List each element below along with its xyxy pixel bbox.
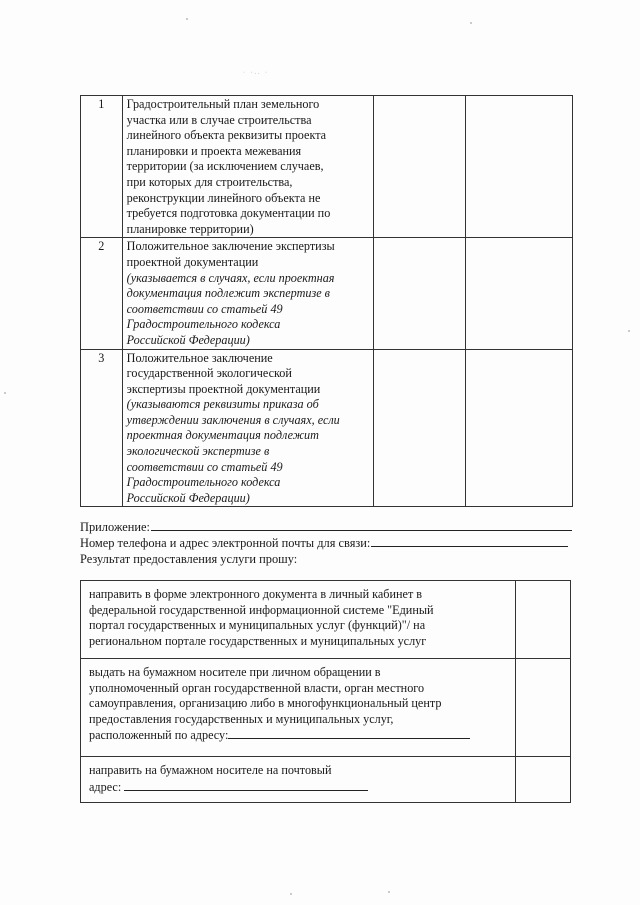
table-row	[81, 659, 571, 757]
document-details-cell[interactable]	[373, 96, 466, 238]
result-option-text: направить в форме электронного документа в личный кабинет в федеральной государственной информационной системе "Единый портал государственных и муниципальных услуг (функций)"/ на региональном портале государственных и муниципальных услуг	[81, 581, 516, 659]
attachment-line	[80, 519, 572, 535]
result-options-table	[80, 580, 571, 803]
table-row	[81, 757, 571, 803]
document-name: Положительное заключение государственной экологической экспертизы проектной документации (указываются реквизиты приказа об утверждении заключения в случаях, если проектная документация подлежит экологической экспертизе в соответствии со статьей 49 Градостроительного кодекса Российской Федерации)	[122, 349, 373, 507]
result-label: Результат предоставления услуги прошу:	[80, 552, 298, 566]
address-field[interactable]	[228, 727, 470, 739]
table-row	[81, 238, 573, 349]
document-name: Градостроительный план земельного участка или в случае строительства линейного объекта реквизиты проекта планировки и проекта межевания территории (за исключением случаев, при которых для строительства, реконструкции линейного объекта не требуется подготовка документации по планировке территории)	[122, 96, 373, 238]
row-number: 3	[81, 349, 123, 507]
contact-line	[80, 535, 572, 551]
document-date-cell[interactable]	[466, 349, 573, 507]
result-option-checkbox[interactable]	[516, 659, 571, 757]
document-details-cell[interactable]	[373, 349, 466, 507]
result-option-text: выдать на бумажном носителе при личном обращении в уполномоченный орган государственной власти, орган местного самоуправления, организацию либо в многофункциональный центр предоставления государственных и муниципальных услуг, расположенный по адресу:	[81, 659, 516, 757]
table-row	[81, 349, 573, 507]
result-option-text: направить на бумажном носителе на почтовый адрес:	[81, 757, 516, 803]
row-number: 1	[81, 96, 123, 238]
form-fields	[80, 519, 572, 567]
contact-label: Номер телефона и адрес электронной почты для связи:	[80, 536, 371, 550]
table-row	[81, 96, 573, 238]
scan-speck	[186, 18, 188, 20]
scan-speck	[388, 891, 390, 893]
contact-field[interactable]	[371, 535, 568, 547]
scan-speck	[628, 330, 630, 332]
table-row	[81, 581, 571, 659]
attachment-label: Приложение:	[80, 520, 150, 534]
scan-speck	[290, 893, 292, 895]
scan-speck	[4, 392, 6, 394]
documents-table	[80, 95, 573, 507]
postal-address-field[interactable]	[124, 779, 368, 791]
result-option-checkbox[interactable]	[516, 581, 571, 659]
scan-speck	[470, 22, 472, 24]
document-name: Положительное заключение экспертизы проектной документации (указывается в случаях, если проектная документация подлежит экспертизе в соответствии со статьей 49 Градостроительного кодекса Российской Федерации)	[122, 238, 373, 349]
document-date-cell[interactable]	[466, 96, 573, 238]
scan-artifact: · ·.. ·	[243, 70, 269, 76]
document-date-cell[interactable]	[466, 238, 573, 349]
attachment-field[interactable]	[151, 519, 572, 531]
result-option-checkbox[interactable]	[516, 757, 571, 803]
document-details-cell[interactable]	[373, 238, 466, 349]
row-number: 2	[81, 238, 123, 349]
